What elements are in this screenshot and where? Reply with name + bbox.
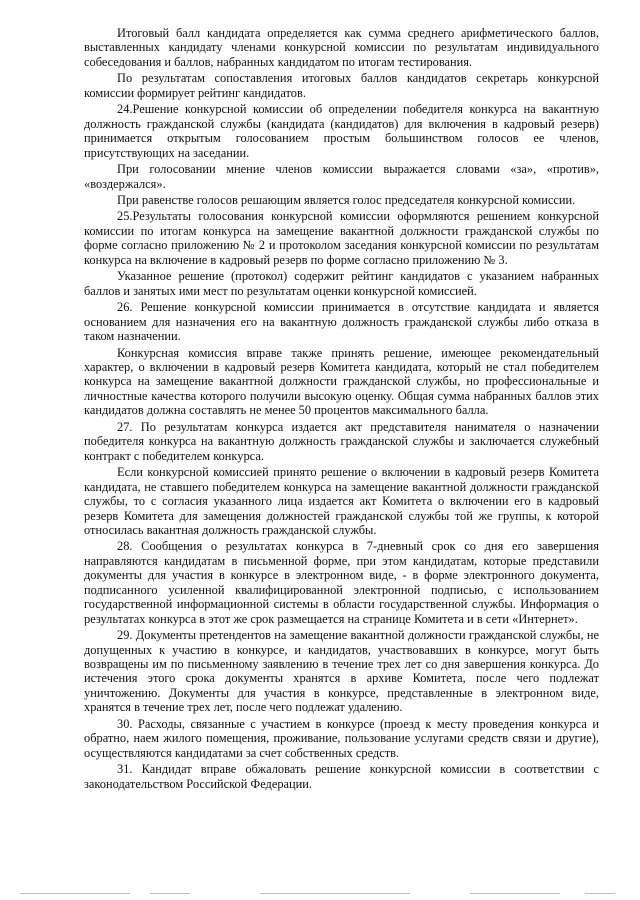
paragraph-27: 27. По результатам конкурса издается акт представителя нанимателя о назначении победителя конкурса на вакантную должность гражданской службы и заключается служебный контракт с победителем конкурса. (84, 419, 599, 463)
paragraph-26: 26. Решение конкурсной комиссии принимается в отсутствие кандидата и является основанием для назначения его на вакантную должность гражданской службы либо отказа в таком назначении. (84, 300, 599, 344)
paragraph-28: 28. Сообщения о результатах конкурса в 7-дневный срок со дня его завершения направляются кандидатам в письменной форме, при этом кандидатам, которые представили документы для участия в конкурсе в электронном виде, - в форме электронного документа, подписанного усиленной квалифицированной электронной подписью, с использованием государственной информационной системы в области государственной службы. Информация о результатах конкурса в этот же срок размещается на странице Комитета и в сети «Интернет». (84, 539, 599, 626)
paragraph-decision-rating: Указанное решение (протокол) содержит рейтинг кандидатов с указанием набранных баллов и занятых ими мест по результатам оценки конкурсной комиссией. (84, 269, 599, 298)
paragraph-rating: По результатам сопоставления итоговых баллов кандидатов секретарь конкурсной комиссии формирует рейтинг кандидатов. (84, 71, 599, 100)
document-body (84, 26, 599, 793)
paragraph-25: 25.Результаты голосования конкурсной комиссии оформляются решением конкурсной комиссии по итогам конкурса на замещение вакантной должности гражданской службы по форме согласно приложению № 2 и протоколом заседания конкурсной комиссии по результатам конкурса на включение в кадровый резерв по форме согласно приложению № 3. (84, 209, 599, 267)
paragraph-29: 29. Документы претендентов на замещение вакантной должности гражданской службы, не допущенных к участию в конкурсе, и кандидатов, участвовавших в конкурсе, могут быть возвращены им по письменному заявлению в течение трех лет со дня завершения конкурса. До истечения этого срока документы хранятся в архиве Комитета, после чего подлежат уничтожению. Документы для участия в конкурсе, представленные в электронном виде, хранятся в течение трех лет, после чего подлежат удалению. (84, 628, 599, 715)
paragraph-30: 30. Расходы, связанные с участием в конкурсе (проезд к месту проведения конкурса и обратно, наем жилого помещения, проживание, пользование услугами средств связи и другие), осуществляются кандидатами за счет собственных средств. (84, 716, 599, 760)
paragraph-31: 31. Кандидат вправе обжаловать решение конкурсной комиссии в соответствии с законодательством Российской Федерации. (84, 762, 599, 791)
paragraph-voting-words: При голосовании мнение членов комиссии выражается словами «за», «против», «воздержался». (84, 162, 599, 191)
scan-edge-artifact (0, 893, 640, 895)
paragraph-24: 24.Решение конкурсной комиссии об определении победителя конкурса на вакантную должность гражданской службы (кандидата (кандидатов) для включения в кадровый резерв) принимается открытым голосованием простым большинством голосов ее членов, присутствующих на заседании. (84, 102, 599, 160)
paragraph-tie-vote: При равенстве голосов решающим является голос председателя конкурсной комиссии. (117, 192, 576, 207)
paragraph-reserve-act: Если конкурсной комиссией принято решение о включении в кадровый резерв Комитета кандидата, не ставшего победителем конкурса на замещение вакантной должности гражданской службы, то с согласия указанного лица издается акт Комитета о включении его в кадровый резерв Комитета для замещения должностей гражданской службы той же группы, к которой относилась вакантная должность гражданской службы. (84, 465, 599, 537)
paragraph-recommendation: Конкурсная комиссия вправе также принять решение, имеющее рекомендательный характер, о включении в кадровый резерв Комитета кандидата, который не стал победителем конкурса на замещение вакантной должности гражданской службы, но профессиональные и личностные качества которого получили высокую оценку. Общая сумма набранных баллов этих кандидатов должна составлять не менее 50 процентов максимального балла. (84, 345, 599, 418)
paragraph-final-score: Итоговый балл кандидата определяется как сумма среднего арифметического баллов, выставленных кандидату членами конкурсной комиссии по результатам индивидуального собеседования и баллов, набранных кандидатом по итогам тестирования. (84, 26, 599, 69)
